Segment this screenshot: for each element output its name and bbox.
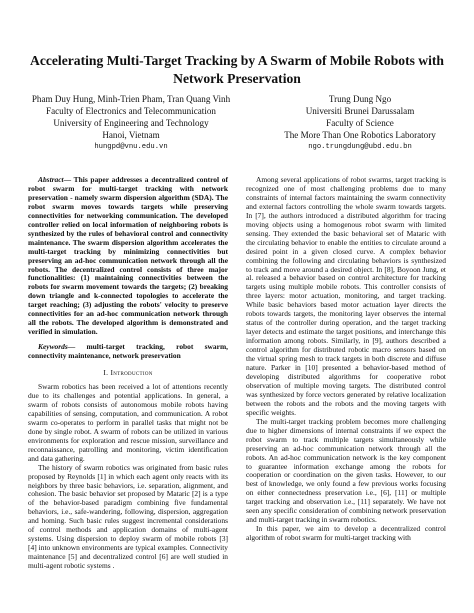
author-city: Hanoi, Vietnam (102, 130, 160, 140)
paragraph: The history of swarm robotics was originated from basic rules proposed by Reynolds [1] in which each agent only reacts with its neighbors by three basic behaviors, i.e. separation, alignment, and cohesion. The basic behavior set proposed by Mataric [2] is a type of the behavior-based paradigm combining five fundamental behaviors, i.e., safe-wandering, following, dispersion, aggregation and homing. Such basic rules suggest incremental considerations of control methods and application domains of multi-agent systems. Using dispersion to deploy swarm of mobile robots [3] [4] into unknown environments are typical examples. Connectivity maintenance [5] and decentralized control [6] are well studied in multi-agent robotic systems . (28, 462, 228, 571)
author-email: ngo.trungdung@ubd.edu.bn (308, 143, 412, 151)
section-heading-introduction: I. Introduction (103, 368, 153, 378)
abstract-text: This paper addresses a decentralized control of robot swarm for multi-target tracking with network preservation - namely swarm dispersion algorithm (SDA). The robot swarm moves towards targets while preserving connectivities for networking communication. The developed controller relied on local information of neighboring robots is synthesized by the rules of behavioral control and connectivity maintenance. The swarm dispersion algorithm accelerates the multi-target tracking by minimizing connectivities but preserving an ad-hoc communication network through all the robots. The decentralized control consists of three major functionalities: (1) maintaining connectivities between the robots for swarm movement towards the targets; (2) breaking down triangle and k-connected topologies to accelerate the target reaching; (3) adjusting the robots' velocity to preserve connectivities for an ad-hoc communication network through all the robots. The developed algorithm is demonstrated and verified in simulation. (28, 175, 228, 337)
paragraph: In this paper, we aim to develop a decentralized control algorithm of robot swarm for multi-target tracking with (246, 524, 446, 543)
abstract: Abstract— This paper addresses a decentralized control of robot swarm for multi-target tracking with network preservation - namely swarm dispersion algorithm (SDA). The robot swarm moves towards targets while preserving connectivities for networking communication. The developed controller relied on local information of neighboring robots is synthesized by the rules of behavioral control and connectivity maintenance. The swarm dispersion algorithm accelerates the multi-target tracking by minimizing connectivities but preserving an ad-hoc communication network through all the robots. The decentralized control consists of three major functionalities: (1) maintaining connectivities between the robots for swarm movement towards the targets; (2) breaking down triangle and k-connected topologies to accelerate the target reaching; (3) adjusting the robots' velocity to preserve connectivities for an ad-hoc communication network through all the robots. The developed algorithm is demonstrated and verified in simulation. (28, 175, 228, 337)
right-column (246, 176, 446, 543)
keywords-text: multi-target tracking, robot swarm, connectivity maintenance, network preservation (28, 342, 228, 361)
keywords-label: Keywords (38, 342, 68, 352)
author-email: hungpd@vnu.edu.vn (94, 143, 168, 151)
author-affiliation: Universiti Brunei Darussalam (305, 106, 415, 116)
author-names: Trung Dung Ngo (328, 94, 392, 104)
left-column (28, 176, 228, 571)
author-affiliation: University of Engineering and Technology (53, 118, 209, 128)
paragraph: Swarm robotics has been received a lot of attentions recently due to its challenges and potential applications. In general, a swarm of robots consists of autonomous mobile robots having capabilities of sensing, computation, and communication. A robot swarm co-operates to perform in parallel tasks that might not be done by single robot. A swarm of robots can be utilized in various environments for exploration and rescue mission, surveillance and reconnaissance, patrolling and monitoring, victim identification and data gathering. (28, 382, 228, 463)
author-block-left (22, 93, 240, 153)
paper-title: Accelerating Multi-Target Tracking by A Swarm of Mobile Robots with Network Preservation (30, 53, 444, 86)
author-names: Pham Duy Hung, Minh-Trien Pham, Tran Quang Vinh (31, 94, 231, 104)
paragraph: Among several applications of robot swarms, target tracking is recognized one of most challenging problems due to many constraints of internal factors maintaining the swarm connectivity and external factors controlling the whole swarm towards targets. In [7], the authors introduced a distributed algorithm for tracing moving objects using a homogenous robot swarm with limited sensing. They extended the basic behavioral set of Mataric with the circulating behavior to enable the entities to circulate around a desired point in a given closed curve. A complex behavior combining the following and circulating behaviors is synthesized to track and move around a desired object. In [8], Boyoon Jung, et al. released a behavior based on control architecture for tracking targets using multiple mobile robots. This controller consists of three layers: motor actuation, monitoring, and target tracking. While basic behaviors based motor actuation layer directs the robots towards targets, the monitoring layer observes the internal status of the controller during operation, and the target tracking layer detects and estimate the target positions, and interchange this information among robots. Similarly, in [9], authors described a control algorithm for distributed robotic macro sensors based on the virtual spring mesh to track targets in both discrete and diffuse nature. Parker in [10] presented a behavior-based method of developing distributed algorithms for cooperative robot observation of multiple moving targets. The distributed control was synthesized by force vectors generated by relative localization between the robots and the robots and the moving targets with specific weights. (246, 175, 446, 417)
paragraph: The multi-target tracking problem becomes more challenging due to higher dimensions of internal constraints if we expect the robot swarm to track multiple targets simultaneously while preserving an ad-hoc communication network through all the robots. An ad-hoc communication network is the key component to guarantee information exchange among the robots for cooperation or coordination on the given tasks. However, to our best of knowledge, we only found a few previous works focusing on either connectedness preservation i.e., [6], [11] or multiple target tracking and observation i.e., [11] separately. We have not seen any specific consideration of combining network preservation and multi-target tracking in swarm robotics. (246, 416, 446, 525)
keywords: Keywords— multi-target tracking, robot swarm, connectivity maintenance, network preservation (28, 342, 228, 361)
author-affiliation: Faculty of Science (326, 118, 394, 128)
author-affiliation: Faculty of Electronics and Telecommunication (46, 106, 216, 116)
abstract-label: Abstract (38, 175, 64, 184)
author-affiliation: The More Than One Robotics Laboratory (284, 130, 436, 140)
author-block-right (262, 93, 458, 153)
